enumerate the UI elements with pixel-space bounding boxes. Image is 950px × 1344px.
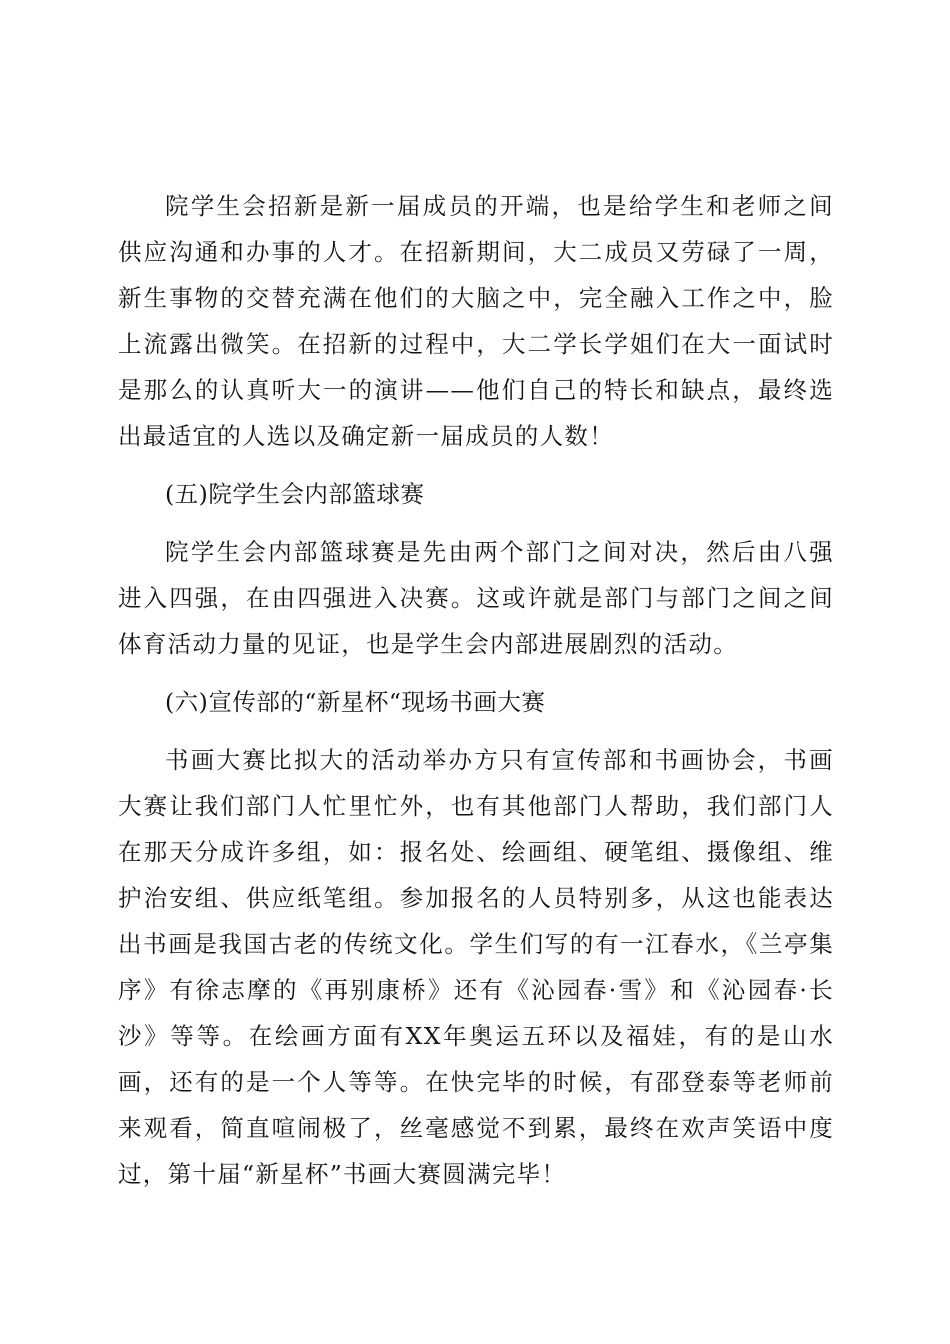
paragraph-recruitment: 院学生会招新是新一届成员的开端，也是给学生和老师之间供应沟通和办事的人才。在招新期间，大二成员又劳碌了一周，新生事物的交替充满在他们的大脑之中，完全融入工作之中，脸上流露出微笑。在招新的过程中，大二学长学姐们在大一面试时是那么的认真听大一的演讲——他们自己的特长和缺点，最终选出最适宜的人选以及确定新一届成员的人数！ [118, 192, 834, 450]
paragraph-calligraphy-contest: 书画大赛比拟大的活动举办方只有宣传部和书画协会，书画大赛让我们部门人忙里忙外，也有其他部门人帮助，我们部门人在那天分成许多组，如：报名处、绘画组、硬笔组、摄像组、维护治安组、供应纸笔组。参加报名的人员特别多，从这也能表达出书画是我国古老的传统文化。学生们写的有一江春水，《兰亭集序》有徐志摩的《再别康桥》还有《沁园春·雪》和《沁园春·长沙》等等。在绘画方面有XX年奥运五环以及福娃，有的是山水画，还有的是一个人等等。在快完毕的时候，有邵登泰等老师前来观看，简直喧闹极了，丝毫感觉不到累，最终在欢声笑语中度过，第十届“新星杯”书画大赛圆满完毕！ [118, 746, 834, 1188]
section-heading-calligraphy-contest: (六)宣传部的“新星杯“现场书画大赛 [165, 688, 546, 716]
section-heading-basketball: (五)院学生会内部篮球赛 [165, 480, 425, 508]
document-body [118, 183, 834, 1209]
paragraph-basketball: 院学生会内部篮球赛是先由两个部门之间对决，然后由八强进入四强，在由四强进入决赛。这或许就是部门与部门之间之间体育活动力量的见证，也是学生会内部进展剧烈的活动。 [118, 538, 834, 658]
